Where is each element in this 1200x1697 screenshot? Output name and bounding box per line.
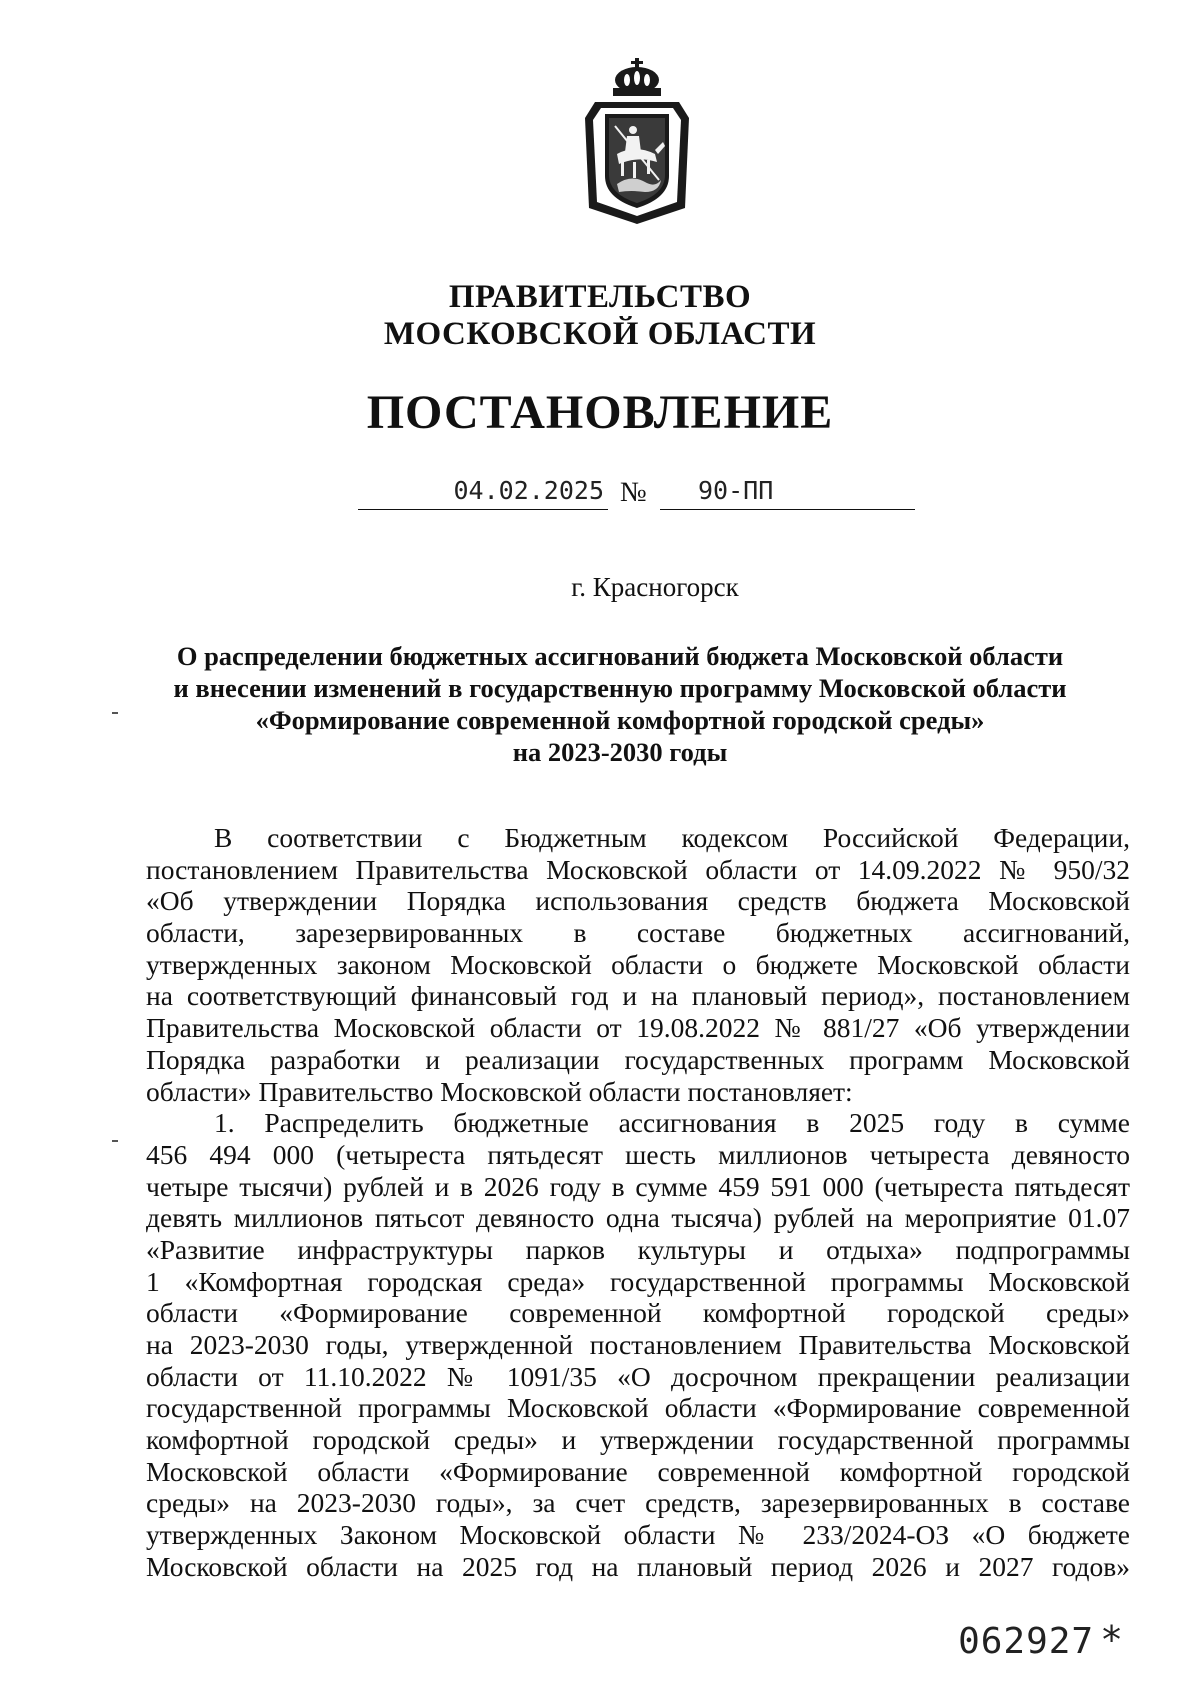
body-line: девять миллионов пятьсот девяносто одна тысяча) рублей на мероприятие 01.07: [146, 1202, 1130, 1234]
body-line: Порядка разработки и реализации государственных программ Московской: [146, 1043, 1130, 1075]
body-line: утвержденных законом Московской области о бюджете Московской области: [146, 948, 1130, 980]
body-line: области от 11.10.2022 № 1091/35 «О досрочном прекращении реализации: [146, 1360, 1130, 1392]
body-line: области «Формирование современной комфортной городской среды»: [146, 1297, 1130, 1329]
asterisk-mark: *: [1100, 1618, 1124, 1662]
body-line: 456 494 000 (четыреста пятьдесят шесть миллионов четыреста девяносто: [146, 1138, 1130, 1170]
body-line: утвержденных Законом Московской области № 233/2024-ОЗ «О бюджете: [146, 1519, 1130, 1551]
subject-title-line: «Формирование современной комфортной городской среды»: [255, 705, 985, 735]
document-type-title: ПОСТАНОВЛЕНИЕ: [366, 386, 834, 439]
document-subject-title: [130, 640, 1110, 768]
document-body: [146, 822, 1130, 1583]
coat-of-arms-emblem: [575, 58, 699, 224]
government-name-line1: ПРАВИТЕЛЬСТВО: [448, 279, 752, 315]
number-sign: №: [620, 477, 647, 508]
registration-row: [358, 475, 918, 515]
body-line: В соответствии с Бюджетным кодексом Российской Федерации,: [214, 822, 1130, 853]
scan-margin-mark: [112, 1140, 118, 1142]
body-line: Московской области на 2025 год на плановый период 2026 и 2027 годов»: [146, 1550, 1130, 1582]
subject-title-line: О распределении бюджетных ассигнований бюджета Московской области: [176, 641, 1064, 671]
body-line: Московской области «Формирование современной комфортной городской: [146, 1455, 1130, 1487]
serial-number: 062927: [958, 1621, 1095, 1662]
body-line: государственной программы Московской области «Формирование современной: [146, 1392, 1130, 1424]
body-line: постановлением Правительства Московской области от 14.09.2022 № 950/32: [146, 853, 1130, 885]
serial-number-stamp: [958, 1618, 1124, 1662]
body-line: на 2023-2030 годы, утвержденной постановлением Правительства Московской: [146, 1329, 1130, 1360]
body-line: 1. Распределить бюджетные ассигнования в 2025 году в сумме: [214, 1107, 1130, 1139]
document-number: 90-ПП: [660, 475, 915, 510]
scan-margin-mark: [112, 712, 118, 714]
body-line: среды» на 2023-2030 годы», за счет средств, зарезервированных в составе: [146, 1487, 1130, 1519]
body-line: четыре тысячи) рублей и в 2026 году в сумме 459 591 000 (четыреста пятьдесят: [146, 1170, 1130, 1202]
body-line: области» Правительство Московской области постановляет:: [146, 1075, 853, 1107]
body-line: области, зарезервированных в составе бюджетных ассигнований,: [146, 917, 1130, 949]
subject-title-line: и внесении изменений в государственную программу Московской области: [173, 673, 1067, 703]
document-date: 04.02.2025: [358, 475, 608, 510]
body-line: 1 «Комфортная городская среда» государственной программы Московской: [146, 1265, 1130, 1297]
city-of-issue: г. Красногорск: [571, 572, 739, 602]
body-line: «Об утверждении Порядка использования средств бюджета Московской: [146, 885, 1130, 917]
government-name-line2: МОСКОВСКОЙ ОБЛАСТИ: [383, 316, 817, 352]
body-line: Правительства Московской области от 19.08.2022 № 881/27 «Об утверждении: [146, 1012, 1130, 1044]
body-line: комфортной городской среды» и утверждении государственной программы: [146, 1424, 1130, 1456]
body-line: «Развитие инфраструктуры парков культуры и отдыха» подпрограммы: [146, 1233, 1130, 1265]
body-line: на соответствующий финансовый год и на плановый период», постановлением: [146, 980, 1130, 1012]
subject-title-line: на 2023-2030 годы: [512, 737, 728, 767]
